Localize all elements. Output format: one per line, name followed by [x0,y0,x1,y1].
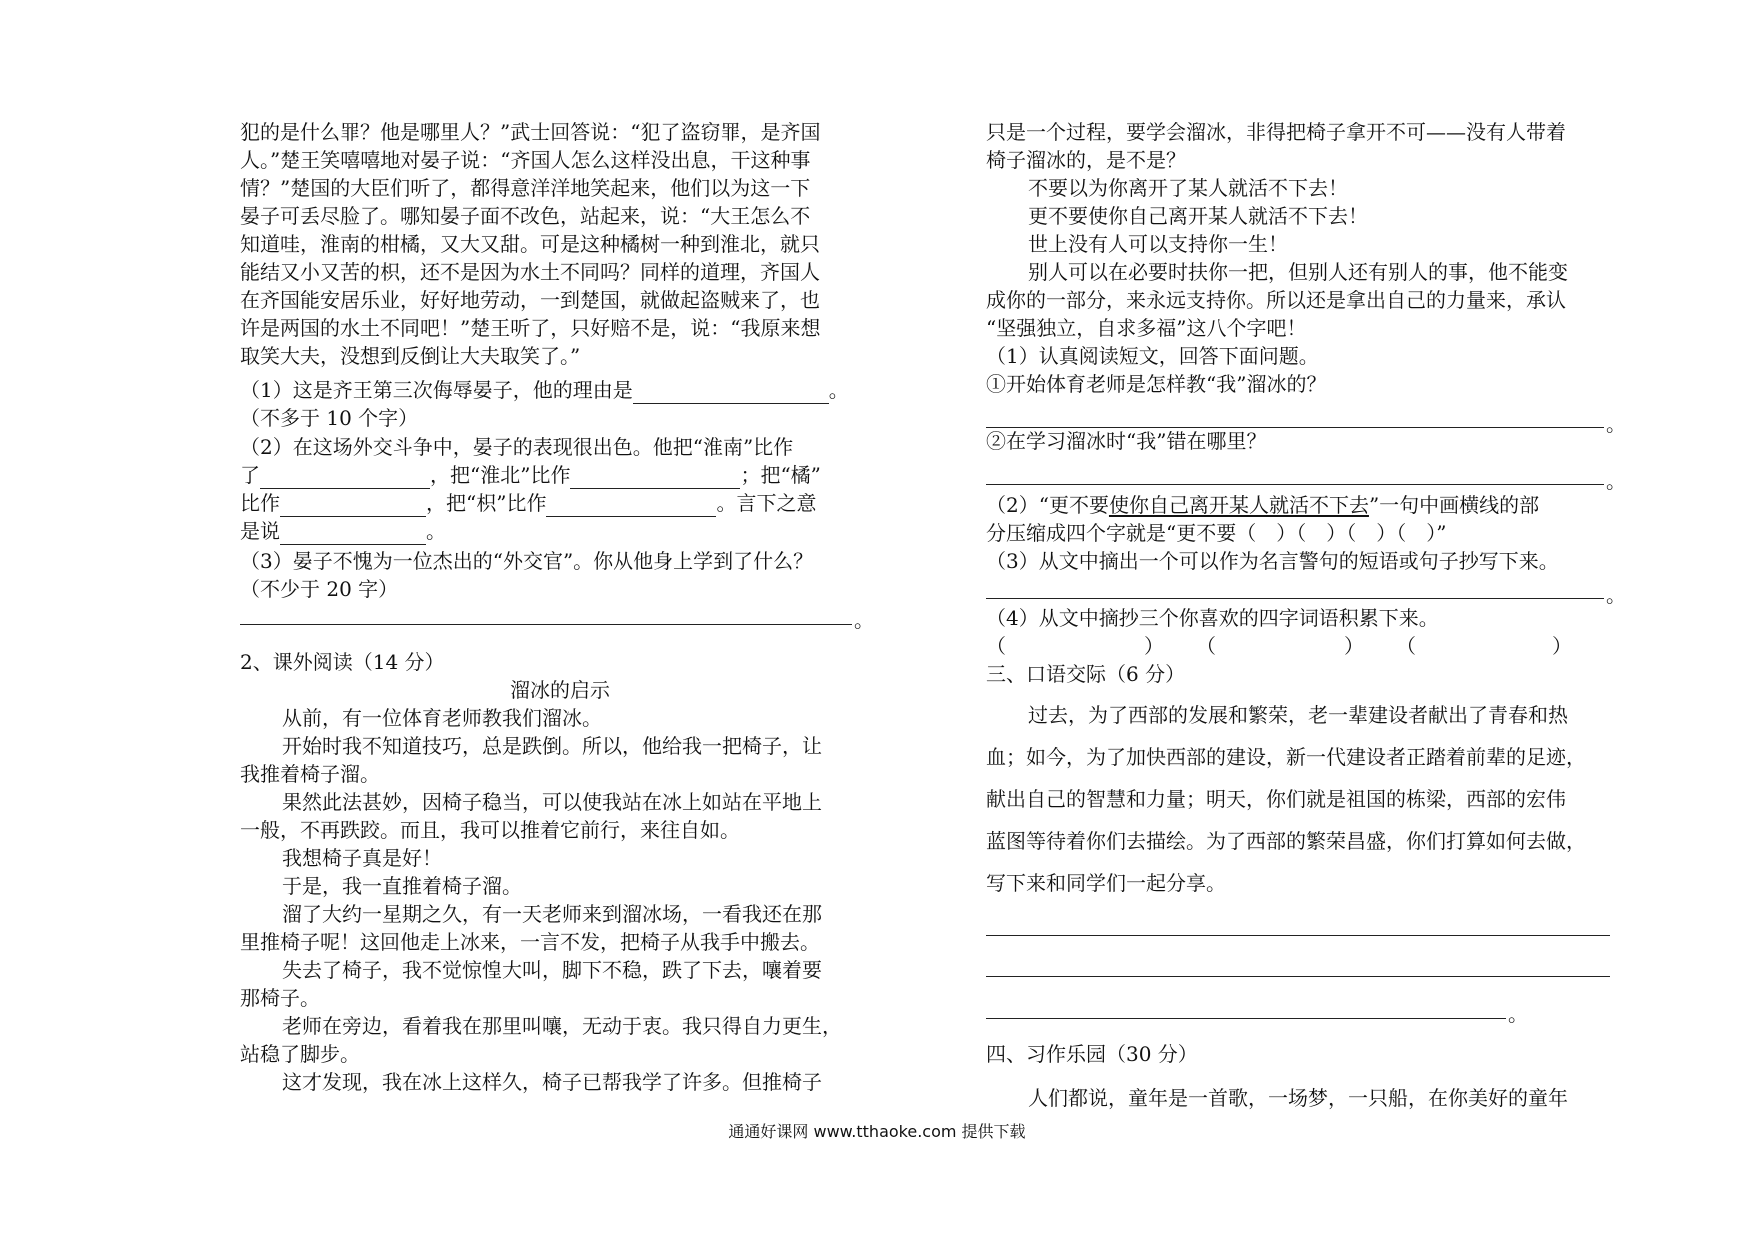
writing-line[interactable] [986,935,1610,936]
question-1 [240,376,849,404]
period: 。 [1606,412,1626,436]
section-2-heading: 2、课外阅读（14 分） [240,650,445,674]
story-line: 果然此法甚妙，因椅子稳当，可以使我站在冰上如站在平地上 [282,790,822,814]
story-line: 溜了大约一星期之久，有一天老师来到溜冰场，一看我还在那 [282,902,822,926]
writing-line[interactable] [986,976,1610,977]
story-line: 从前，有一位体育老师教我们溜冰。 [282,706,602,730]
footer-credit: 通通好课网 www.tthaoke.com 提供下载 [728,1122,1026,1141]
story-line: 别人可以在必要时扶你一把，但别人还有别人的事，他不能变 [1028,260,1568,284]
q2-text: ；把“橘” [740,463,821,487]
story-line: 站稳了脚步。 [240,1042,360,1066]
story-line: 那椅子。 [240,986,320,1010]
answer-blank[interactable] [280,496,426,517]
question-2-line: （2）在这场外交斗争中，晏子的表现很出色。他把“淮南”比作 [240,435,794,459]
question-3: （3）从文中摘出一个可以作为名言警句的短语或句子抄写下来。 [986,549,1559,573]
passage-line: 晏子可丢尽脸了。哪知晏子面不改色，站起来，说：“大王怎么不 [240,204,811,228]
story-line: “坚强独立，自求多福”这八个字吧！ [986,316,1307,340]
passage-line: 犯的是什么罪？他是哪里人？”武士回答说：“犯了盗窃罪，是齐国 [240,120,821,144]
story-title: 溜冰的启示 [510,678,610,702]
paren-open: （ [1396,634,1416,658]
story-line: 开始时我不知道技巧，总是跌倒。所以，他给我一把椅子，让 [282,734,822,758]
story-line: 里推椅子呢！这回他走上冰来，一言不发，把椅子从我手中搬去。 [240,930,820,954]
paren-close: ） [1144,634,1164,658]
paren-open: （ [986,634,1006,658]
story-line: 于是，我一直推着椅子溜。 [282,874,522,898]
story-line: 我推着椅子溜。 [240,762,380,786]
story-line: 成你的一部分，来永远支持你。所以还是拿出自己的力量来，承认 [986,288,1566,312]
story-line: 椅子溜冰的，是不是？ [986,148,1186,172]
question-2 [986,491,1539,519]
story-line: 老师在旁边，看着我在那里叫嚷，无动于衷。我只得自力更生， [282,1014,842,1038]
question-3-note: （不少于 20 字） [240,577,399,601]
story-line: 这才发现，我在冰上这样久，椅子已帮我学了许多。但推椅子 [282,1070,822,1094]
question-1-note: （不多于 10 个字） [240,406,419,430]
period: 。 [1606,469,1626,493]
section-3-heading: 三、口语交际（6 分） [986,662,1186,686]
paren-close: ） [1344,634,1364,658]
passage-line: 能结又小又苦的枳，还不是因为水土不同吗？同样的道理，齐国人 [240,260,820,284]
q2-text: 是说 [240,519,280,543]
question-1b: ②在学习溜冰时“我”错在哪里？ [986,429,1267,453]
answer-line[interactable] [986,598,1604,599]
story-line: 不要以为你离开了某人就活不下去！ [1028,176,1348,200]
q2-text: （2）“更不要 [986,493,1109,517]
section-4-line: 人们都说，童年是一首歌，一场梦，一只船，在你美好的童年 [1028,1086,1568,1110]
question-2-line2: 分压缩成四个字就是“更不要（ ）（ ）（ ）（ ）” [986,521,1447,545]
answer-blank[interactable] [570,468,740,489]
section-3-line: 写下来和同学们一起分享。 [986,871,1226,895]
section-3-line: 过去，为了西部的发展和繁荣，老一辈建设者献出了青春和热 [1028,703,1568,727]
passage-line: 在齐国能安居乐业，好好地劳动，一到楚国，就做起盗贼来了，也 [240,288,820,312]
q2-text: ”一句中画横线的部 [1368,493,1540,517]
passage-line: 知道哇，淮南的柑橘，又大又甜。可是这种橘树一种到淮北，就只 [240,232,820,256]
section-3-line: 血；如今，为了加快西部的建设，新一代建设者正踏着前辈的足迹， [986,745,1586,769]
answer-line[interactable] [240,624,852,625]
question-2-line [240,461,821,489]
q2-text: ，把“淮北”比作 [430,463,571,487]
passage-line: 取笑大夫，没想到反倒让大夫取笑了。” [240,344,581,368]
period: 。 [426,519,446,543]
story-line: 我想椅子真是好！ [282,846,442,870]
story-line: 失去了椅子，我不觉惊惶大叫，脚下不稳，跌了下去，嚷着要 [282,958,822,982]
question-2-line [240,517,446,545]
section-3-line: 蓝图等待着你们去描绘。为了西部的繁荣昌盛，你们打算如何去做， [986,829,1586,853]
story-line: 更不要使你自己离开某人就活不下去！ [1028,204,1368,228]
q2-text: 了 [240,463,260,487]
underlined-phrase: 使你自己离开某人就活不下去 [1108,493,1369,517]
writing-line[interactable] [986,1018,1506,1019]
passage-line: 人。”楚王笑嘻嘻地对晏子说：“齐国人怎么这样没出息，干这种事 [240,148,811,172]
story-line: 世上没有人可以支持你一生！ [1028,232,1288,256]
section-4-heading: 四、习作乐园（30 分） [986,1042,1198,1066]
story-line: 一般，不再跌跤。而且，我可以推着它前行，来往自如。 [240,818,740,842]
question-2-line [240,489,816,517]
question-1-text: （1）这是齐王第三次侮辱晏子，他的理由是 [240,378,633,402]
question-4: （4）从文中摘抄三个你喜欢的四字词语积累下来。 [986,606,1439,630]
answer-blank[interactable] [546,496,716,517]
q2-text: 比作 [240,491,280,515]
answer-blank[interactable] [260,468,430,489]
paren-open: （ [1196,634,1216,658]
period: 。 [828,378,849,402]
paren-close: ） [1552,634,1572,658]
period: 。 [1508,1002,1528,1026]
question-3-line: （3）晏子不愧为一位杰出的“外交官”。你从他身上学到了什么？ [240,549,814,573]
answer-line[interactable] [986,484,1604,485]
question-1: （1）认真阅读短文，回答下面问题。 [986,344,1319,368]
story-line: 只是一个过程，要学会溜冰，非得把椅子拿开不可——没有人带着 [986,120,1566,144]
answer-blank[interactable] [633,383,829,404]
question-1a: ①开始体育老师是怎样教“我”溜冰的？ [986,372,1327,396]
passage-line: 情？”楚国的大臣们听了，都得意洋洋地笑起来，他们以为这一下 [240,176,811,200]
period: 。 [854,608,874,632]
section-3-line: 献出自己的智慧和力量；明天，你们就是祖国的栋梁，西部的宏伟 [986,787,1566,811]
q2-text: 。言下之意 [716,491,817,515]
period: 。 [1606,583,1626,607]
passage-line: 许是两国的水土不同吧！”楚王听了，只好赔不是，说：“我原来想 [240,316,821,340]
answer-blank[interactable] [280,524,426,545]
q2-text: ，把“枳”比作 [426,491,547,515]
